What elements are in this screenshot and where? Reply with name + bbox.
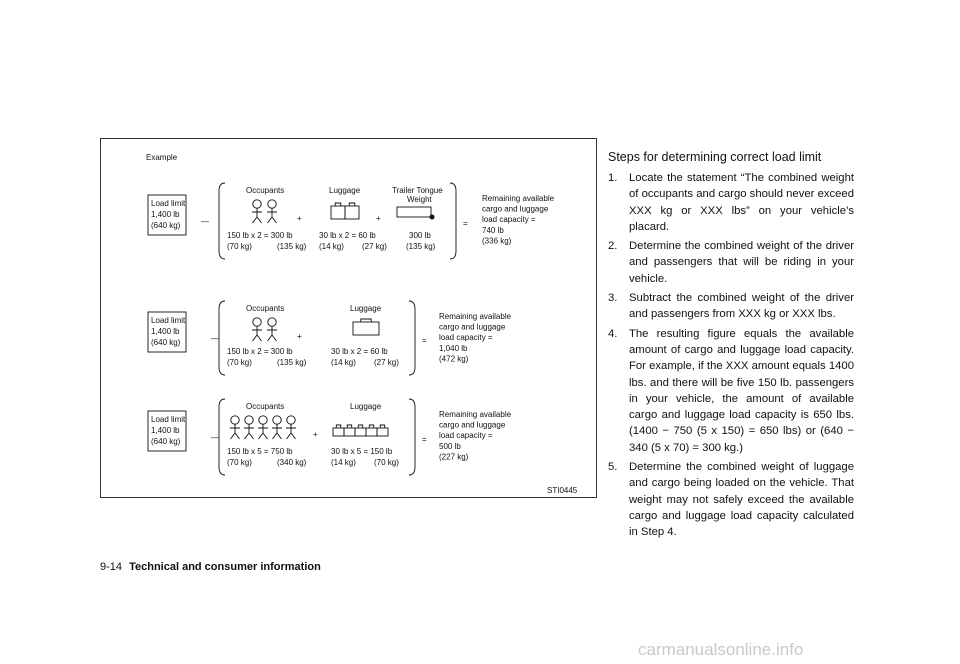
luggage-handle — [361, 319, 371, 322]
occupants-kg-total: (135 kg) — [277, 358, 307, 367]
minus-sign: — — [211, 334, 219, 343]
tongue-heading: Weight — [407, 195, 432, 204]
trailer-tongue-icon — [397, 207, 431, 217]
occupants-heading: Occupants — [246, 402, 285, 411]
luggage-kg-total: (27 kg) — [374, 358, 399, 367]
luggage-icon — [353, 322, 379, 335]
watermark: carmanualsonline.info — [638, 640, 804, 659]
bracket-left — [219, 399, 225, 475]
luggage-kg-each: (14 kg) — [331, 458, 356, 467]
luggage-kg-total: (27 kg) — [362, 242, 387, 251]
bracket-right — [409, 399, 415, 475]
person-icon-body — [267, 326, 277, 341]
step-number: 5. — [608, 461, 618, 474]
load-limit-text: (640 kg) — [151, 221, 181, 230]
figure-id: STI0445 — [547, 486, 578, 495]
luggage-calc: 30 lb x 2 = 60 lb — [319, 231, 376, 240]
steps-heading: Steps for determining correct load limit — [608, 150, 822, 164]
trailer-hitch-icon — [430, 215, 435, 220]
load-limit-text: (640 kg) — [151, 437, 181, 446]
luggage-handle — [347, 425, 351, 428]
occupants-kg-each: (70 kg) — [227, 242, 252, 251]
load-limit-text: (640 kg) — [151, 338, 181, 347]
person-icon — [245, 416, 253, 424]
result-text: load capacity = — [482, 215, 536, 225]
luggage-calc: 30 lb x 2 = 60 lb — [331, 347, 388, 356]
person-icon-body — [267, 208, 277, 223]
page-footer — [100, 561, 321, 573]
tongue-kg: (135 kg) — [406, 242, 436, 251]
load-limit-text: Load limit — [151, 415, 186, 424]
plus-sign: + — [313, 430, 318, 439]
minus-sign: — — [201, 217, 209, 226]
luggage-kg-each: (14 kg) — [319, 242, 344, 251]
steps-list — [608, 170, 854, 541]
step-item — [608, 238, 854, 287]
result-text: 1,040 lb — [439, 343, 468, 353]
luggage-icon — [366, 428, 377, 436]
person-icon-body — [286, 424, 296, 439]
result-text: Remaining available — [439, 410, 512, 419]
load-limit-text: 1,400 lb — [151, 210, 180, 219]
occupants-calc: 150 lb x 2 = 300 lb — [227, 347, 293, 356]
step-text: Locate the statement “The combined weight of occupants and cargo should never exceed XXX kg or XXX lbs” on your vehicle’s placard. — [629, 172, 854, 233]
equals-sign: = — [463, 219, 468, 228]
load-limit-diagram — [101, 139, 598, 499]
person-icon — [287, 416, 295, 424]
plus-sign: + — [297, 214, 302, 223]
step-text: Subtract the combined weight of the driver and passengers from XXX kg or XXX lbs. — [629, 292, 854, 321]
luggage-kg-each: (14 kg) — [331, 358, 356, 367]
result-text: load capacity = — [439, 333, 493, 343]
step-text: Determine the combined weight of luggage and cargo being loaded on the vehicle. That weight may not safely exceed the available cargo and luggage load capacity calculated in Step 4. — [629, 461, 854, 539]
occupants-heading: Occupants — [246, 186, 285, 195]
luggage-icon — [377, 428, 388, 436]
plus-sign: + — [297, 332, 302, 341]
person-icon — [273, 416, 281, 424]
occupants-heading: Occupants — [246, 304, 285, 313]
tongue-lb: 300 lb — [409, 231, 431, 240]
luggage-icon — [331, 206, 345, 219]
luggage-handle — [336, 425, 340, 428]
bracket-right — [450, 183, 456, 259]
step-item — [608, 459, 854, 540]
step-item — [608, 326, 854, 456]
person-icon-body — [230, 424, 240, 439]
result-text: cargo and luggage — [482, 204, 549, 214]
result-text: cargo and luggage — [439, 322, 506, 332]
luggage-heading: Luggage — [350, 402, 382, 411]
equals-sign: = — [422, 336, 427, 345]
result-text: (227 kg) — [439, 452, 469, 462]
person-icon — [268, 200, 276, 208]
result-text: Remaining available — [482, 194, 555, 203]
equals-sign: = — [422, 435, 427, 444]
luggage-heading: Luggage — [350, 304, 382, 313]
result-text: (336 kg) — [482, 236, 512, 246]
luggage-icon — [333, 428, 344, 436]
plus-sign: + — [376, 214, 381, 223]
result-text: (472 kg) — [439, 354, 469, 364]
occupants-calc: 150 lb x 2 = 300 lb — [227, 231, 293, 240]
steps-section — [608, 150, 854, 544]
page-number: 9-14 — [100, 561, 123, 573]
example-label: Example — [146, 153, 178, 162]
load-limit-text: 1,400 lb — [151, 327, 180, 336]
bracket-left — [219, 183, 225, 259]
step-number: 1. — [608, 172, 618, 184]
result-text: 500 lb — [439, 441, 461, 451]
step-item — [608, 170, 854, 235]
occupants-kg-total: (135 kg) — [277, 242, 307, 251]
person-icon-body — [258, 424, 268, 439]
bracket-right — [409, 301, 415, 375]
load-limit-figure — [100, 138, 597, 498]
bracket-left — [219, 301, 225, 375]
person-icon-body — [252, 326, 262, 341]
luggage-handle — [358, 425, 362, 428]
load-limit-text: Load limit — [151, 316, 186, 325]
person-icon — [253, 200, 261, 208]
step-number: 3. — [608, 292, 618, 305]
step-number: 2. — [608, 240, 618, 253]
luggage-heading: Luggage — [329, 186, 361, 195]
tongue-heading: Trailer Tongue — [392, 186, 443, 195]
luggage-kg-total: (70 kg) — [374, 458, 399, 467]
occupants-kg-each: (70 kg) — [227, 358, 252, 367]
step-item — [608, 290, 854, 323]
load-limit-text: Load limit — [151, 199, 186, 208]
luggage-calc: 30 lb x 5 = 150 lb — [331, 447, 393, 456]
result-text: 740 lb — [482, 225, 504, 235]
step-text: Determine the combined weight of the driver and passengers that will be riding in your vehicle. — [629, 240, 854, 285]
result-text: Remaining available — [439, 312, 512, 321]
occupants-kg-total: (340 kg) — [277, 458, 307, 467]
person-icon — [268, 318, 276, 326]
luggage-icon — [345, 206, 359, 219]
person-icon — [231, 416, 239, 424]
load-limit-text: 1,400 lb — [151, 426, 180, 435]
minus-sign: — — [211, 433, 219, 442]
step-text: The resulting figure equals the available amount of cargo and luggage load capacity. For example, if the XXX amount equals 1400 lbs. and there will be five 150 lb. passengers in your vehicle, the amount of available cargo and luggage load capacity is 650 lbs. (1400 − 750 (5 x 150) = 650 lbs) or (640 − 340 (5 x 70) = 300 kg.) — [629, 327, 854, 454]
luggage-handle — [380, 425, 384, 428]
luggage-icon — [344, 428, 355, 436]
person-icon-body — [272, 424, 282, 439]
occupants-calc: 150 lb x 5 = 750 lb — [227, 447, 293, 456]
person-icon — [253, 318, 261, 326]
luggage-icon — [355, 428, 366, 436]
person-icon-body — [244, 424, 254, 439]
person-icon-body — [252, 208, 262, 223]
step-number: 4. — [608, 327, 618, 340]
luggage-handle — [369, 425, 373, 428]
person-icon — [259, 416, 267, 424]
occupants-kg-each: (70 kg) — [227, 458, 252, 467]
result-text: cargo and luggage — [439, 420, 506, 430]
result-text: load capacity = — [439, 431, 493, 441]
section-title: Technical and consumer information — [129, 561, 321, 573]
